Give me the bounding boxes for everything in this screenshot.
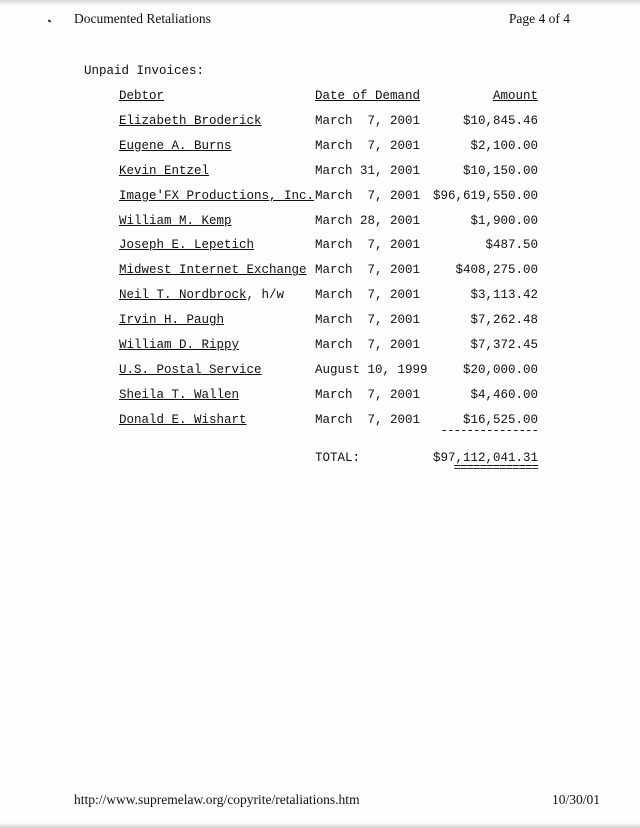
invoice-amount: $487.50 xyxy=(485,238,538,253)
debtor-name xyxy=(119,214,232,228)
invoice-table xyxy=(0,114,640,438)
total-double-separator: ============= xyxy=(453,461,538,475)
debtor-name xyxy=(119,238,254,252)
section-title: Unpaid Invoices: xyxy=(84,64,205,78)
footer-url: http://www.supremelaw.org/copyrite/retaliations.htm xyxy=(74,792,360,807)
table-row xyxy=(0,189,640,214)
demand-date: August 10, 1999 xyxy=(315,362,428,377)
invoice-amount: $7,262.48 xyxy=(470,313,538,328)
scan-speck xyxy=(48,19,52,22)
header-title: Documented Retaliations xyxy=(74,11,211,26)
table-row xyxy=(0,164,640,189)
demand-date: March 7, 2001 xyxy=(315,263,421,278)
table-row xyxy=(0,388,640,413)
demand-date: March 7, 2001 xyxy=(315,338,421,353)
invoice-amount: $16,525.00 xyxy=(462,412,538,427)
table-row xyxy=(0,263,640,288)
table-row xyxy=(0,114,640,139)
invoice-amount: $96,619,550.00 xyxy=(432,188,538,203)
debtor-name-text: Donald E. Wishart xyxy=(119,412,247,427)
demand-date: March 7, 2001 xyxy=(315,238,421,253)
debtor-name-text: U.S. Postal Service xyxy=(119,362,262,377)
debtor-name xyxy=(119,313,224,327)
demand-date: March 7, 2001 xyxy=(315,288,421,303)
debtor-name xyxy=(119,413,247,427)
table-row xyxy=(0,288,640,313)
invoice-amount: $3,113.42 xyxy=(470,288,538,303)
debtor-name xyxy=(119,338,239,352)
column-header-debtor: Debtor xyxy=(119,89,165,103)
demand-date: March 7, 2001 xyxy=(315,138,421,153)
scan-bottom-edge xyxy=(0,823,640,828)
invoice-amount: $2,100.00 xyxy=(470,138,538,153)
invoice-amount: $7,372.45 xyxy=(470,338,538,353)
column-header-amount: Amount xyxy=(492,89,538,103)
invoice-amount: $4,460.00 xyxy=(470,387,538,402)
debtor-name-suffix: , h/w xyxy=(246,288,285,303)
column-header-date: Date of Demand xyxy=(315,89,421,103)
debtor-name-text: Joseph E. Lepetich xyxy=(119,238,255,253)
demand-date: March 7, 2001 xyxy=(315,114,421,128)
debtor-name xyxy=(119,263,307,277)
debtor-name-text: Sheila T. Wallen xyxy=(119,387,240,402)
debtor-name xyxy=(119,388,239,402)
subtotal-separator: --------------- xyxy=(440,424,538,438)
table-row xyxy=(0,238,640,263)
debtor-name-text: Elizabeth Broderick xyxy=(119,114,262,128)
debtor-name-text: William D. Rippy xyxy=(119,338,240,353)
demand-date: March 7, 2001 xyxy=(315,188,421,203)
invoice-amount: $20,000.00 xyxy=(462,362,538,377)
invoice-amount: $408,275.00 xyxy=(455,263,538,278)
invoice-amount: $10,845.46 xyxy=(462,114,538,128)
debtor-name-text: Irvin H. Paugh xyxy=(119,313,225,328)
demand-date: March 31, 2001 xyxy=(315,163,421,178)
debtor-name xyxy=(119,114,262,128)
demand-date: March 7, 2001 xyxy=(315,313,421,328)
footer-date: 10/30/01 xyxy=(551,792,600,807)
scan-top-edge xyxy=(0,0,640,6)
total-amount: $97,112,041.31 xyxy=(432,451,538,465)
total-label: TOTAL: xyxy=(315,451,361,465)
debtor-name xyxy=(119,189,314,203)
demand-date: March 7, 2001 xyxy=(315,387,421,402)
header-page-number: Page 4 of 4 xyxy=(508,11,570,26)
table-row xyxy=(0,139,640,164)
debtor-name xyxy=(119,139,232,153)
invoice-amount: $10,150.00 xyxy=(462,163,538,178)
table-row xyxy=(0,313,640,338)
invoice-amount: $1,900.00 xyxy=(470,213,538,228)
debtor-name-text: Midwest Internet Exchange xyxy=(119,263,307,278)
debtor-name xyxy=(119,288,284,302)
debtor-name-text: Eugene A. Burns xyxy=(119,138,232,153)
demand-date: March 7, 2001 xyxy=(315,412,421,427)
table-row xyxy=(0,413,640,438)
debtor-name-text: William M. Kemp xyxy=(119,213,232,228)
debtor-name-text: Kevin Entzel xyxy=(119,163,210,178)
debtor-name xyxy=(119,363,262,377)
table-row xyxy=(0,338,640,363)
table-row xyxy=(0,214,640,239)
demand-date: March 28, 2001 xyxy=(315,213,421,228)
debtor-name-text: Image'FX Productions, Inc. xyxy=(119,188,315,203)
debtor-name-text: Neil T. Nordbrock xyxy=(119,288,247,303)
debtor-name xyxy=(119,164,209,178)
table-row xyxy=(0,363,640,388)
